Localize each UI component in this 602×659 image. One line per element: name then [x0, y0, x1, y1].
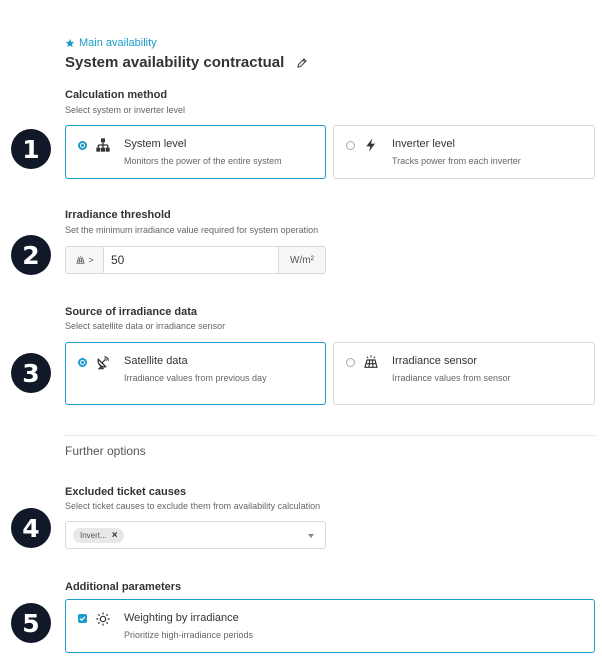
- page-title-text: System availability contractual: [65, 54, 285, 71]
- hierarchy-icon: [95, 137, 111, 153]
- system-level-title: System level: [124, 138, 187, 150]
- lightning-icon: [363, 137, 379, 153]
- check-icon: [79, 615, 86, 622]
- source-desc: Select satellite data or irradiance sensor: [65, 321, 226, 331]
- remove-tag-icon[interactable]: ×: [111, 529, 118, 541]
- option-inverter-level[interactable]: [333, 125, 595, 179]
- satellite-data-title: Satellite data: [124, 355, 188, 367]
- irradiance-prefix-label: >: [88, 255, 94, 265]
- option-irradiance-sensor[interactable]: [333, 342, 595, 405]
- irradiance-title: Irradiance threshold: [65, 209, 171, 221]
- excluded-causes-select[interactable]: [65, 521, 326, 549]
- option-satellite-data[interactable]: [65, 342, 326, 405]
- selected-tag-label: Invert...: [80, 531, 107, 540]
- main-link-label: Main availability: [79, 37, 157, 49]
- solar-panel-icon: [363, 354, 379, 370]
- irradiance-sensor-radio[interactable]: [346, 358, 355, 367]
- sun-icon: [95, 611, 111, 627]
- page-title: [65, 54, 308, 71]
- selected-tag: [73, 528, 124, 543]
- satellite-icon: [95, 354, 111, 370]
- source-title: Source of irradiance data: [65, 306, 198, 318]
- irradiance-input-group: [65, 246, 326, 274]
- further-options-label: Further options: [65, 444, 146, 458]
- irradiance-threshold-input[interactable]: [103, 246, 279, 274]
- section-divider: [65, 435, 595, 436]
- step-badge-2: 2: [11, 235, 51, 275]
- weighting-checkbox[interactable]: [78, 614, 87, 623]
- solar-panel-icon: [75, 255, 86, 266]
- step-badge-4: 4: [11, 508, 51, 548]
- calc-method-desc: Select system or inverter level: [65, 105, 186, 115]
- system-level-desc: Monitors the power of the entire system: [124, 156, 282, 166]
- calc-method-title: Calculation method: [65, 89, 168, 101]
- pencil-icon[interactable]: [296, 57, 308, 69]
- step-badge-1: 1: [11, 129, 51, 169]
- irradiance-sensor-title: Irradiance sensor: [392, 355, 477, 367]
- inverter-level-title: Inverter level: [392, 138, 455, 150]
- satellite-data-radio[interactable]: [78, 358, 87, 367]
- star-icon: [65, 38, 75, 48]
- irradiance-prefix: [65, 246, 103, 274]
- weighting-title: Weighting by irradiance: [124, 612, 239, 624]
- irradiance-desc: Set the minimum irradiance value required for system operation: [65, 225, 319, 235]
- satellite-data-desc: Irradiance values from previous day: [124, 373, 267, 383]
- step-badge-3: 3: [11, 353, 51, 393]
- main-availability-link[interactable]: [65, 37, 157, 49]
- inverter-level-radio[interactable]: [346, 141, 355, 150]
- irradiance-sensor-desc: Irradiance values from sensor: [392, 373, 511, 383]
- option-weighting-irradiance[interactable]: [65, 599, 595, 653]
- excluded-desc: Select ticket causes to exclude them from availability calculation: [65, 501, 321, 511]
- step-badge-5: 5: [11, 603, 51, 643]
- option-system-level[interactable]: [65, 125, 326, 179]
- irradiance-unit: W/m²: [279, 246, 326, 274]
- system-level-radio[interactable]: [78, 141, 87, 150]
- chevron-down-icon[interactable]: [308, 534, 314, 538]
- inverter-level-desc: Tracks power from each inverter: [392, 156, 521, 166]
- excluded-title: Excluded ticket causes: [65, 486, 187, 498]
- additional-title: Additional parameters: [65, 581, 182, 593]
- weighting-desc: Prioritize high-irradiance periods: [124, 630, 254, 640]
